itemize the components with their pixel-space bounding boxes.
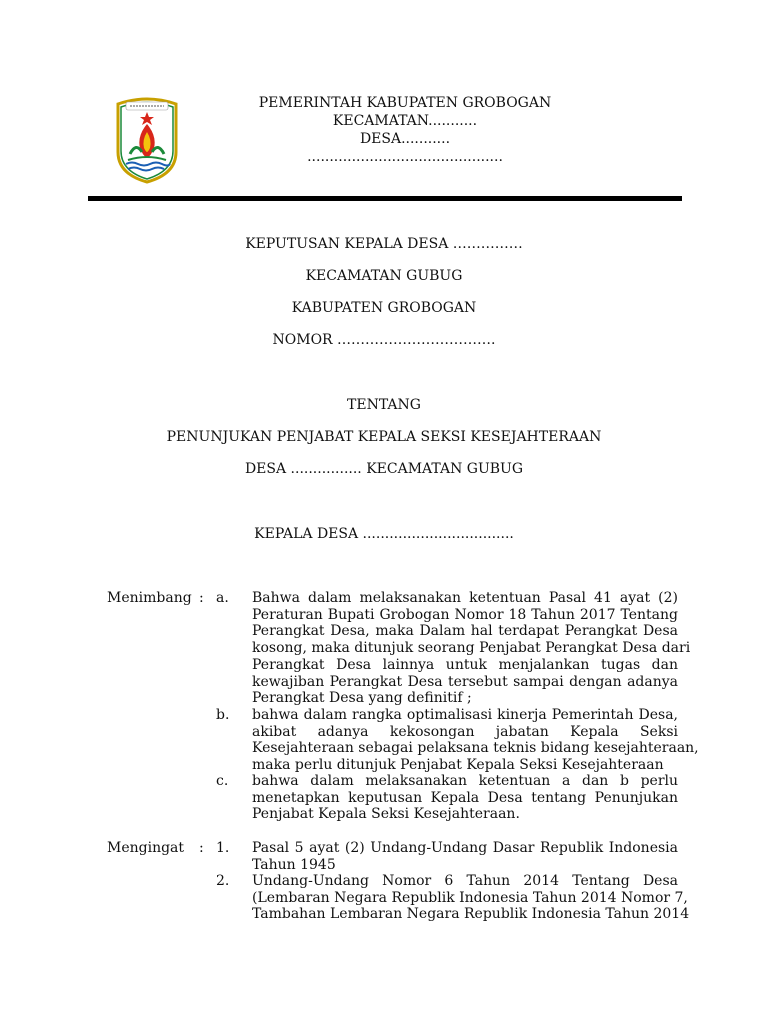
letterhead-address: ............................................ (307, 149, 503, 165)
text-line: Tambahan Lembaran Negara Republik Indonesia Tahun 2014 (252, 906, 690, 923)
decree-subject-desa: DESA ................ KECAMATAN GUBUG (244, 461, 524, 477)
text-line: Kesejahteraan sebagai pelaksana teknis bidang kesejahteraan, (252, 740, 699, 757)
text-line: kewajiban Perangkat Desa tersebut sampai dengan adanya (252, 673, 678, 690)
text-line: Pasal 5 ayat (2) Undang-Undang Dasar Republik Indonesia (252, 840, 678, 856)
letterhead-divider (88, 196, 682, 201)
decree-number: NOMOR ……………………………. (272, 332, 496, 348)
text-line: Tahun 1945 (252, 856, 336, 873)
menimbang-item-a (252, 590, 691, 707)
text-line: Undang-Undang Nomor 6 Tahun 2014 Tentang Desa (252, 873, 678, 889)
text-line: Perangkat Desa, maka Dalam hal terdapat Perangkat Desa (252, 623, 678, 640)
letterhead-desa: DESA........... (359, 131, 451, 147)
menimbang-item-c (252, 773, 678, 823)
tentang-heading: TENTANG (347, 397, 421, 413)
text-line: kosong, maka ditunjuk seorang Penjabat Perangkat Desa dari (252, 640, 691, 657)
grobogan-emblem-logo (112, 94, 182, 184)
text-line: Perangkat Desa yang definitif ; (252, 690, 472, 707)
decree-title: KEPUTUSAN KEPALA DESA …………… (245, 236, 523, 252)
menimbang-colon: : (199, 590, 204, 606)
letterhead-government: PEMERINTAH KABUPATEN GROBOGAN (258, 95, 552, 111)
menimbang-label: Menimbang (107, 590, 192, 606)
decree-subject: PENUNJUKAN PENJABAT KEPALA SEKSI KESEJAHTERAAN (166, 429, 602, 445)
mengingat-marker-2: 2. (216, 873, 230, 889)
decree-kabupaten: KABUPATEN GROBOGAN (291, 300, 477, 316)
mengingat-colon: : (199, 840, 204, 856)
menimbang-marker-c: c. (216, 773, 229, 789)
text-line: akibat adanya kekosongan jabatan Kepala Seksi (252, 723, 678, 740)
mengingat-item-2 (252, 873, 690, 923)
mengingat-item-1 (252, 840, 678, 873)
text-line: bahwa dalam melaksanakan ketentuan a dan b perlu (252, 773, 678, 789)
mengingat-label: Mengingat (107, 840, 185, 856)
letterhead-kecamatan: KECAMATAN........... (332, 113, 478, 129)
text-line: Bahwa dalam melaksanakan ketentuan Pasal 41 ayat (2) (252, 590, 678, 606)
text-line: (Lembaran Negara Republik Indonesia Tahun 2014 Nomor 7, (252, 889, 688, 906)
menimbang-marker-b: b. (216, 707, 230, 723)
letterhead (200, 94, 610, 166)
decree-kecamatan: KECAMATAN GUBUG (305, 268, 463, 284)
text-line: maka perlu ditunjuk Penjabat Kepala Seksi Kesejahteraan (252, 757, 664, 774)
mengingat-marker-1: 1. (216, 840, 230, 856)
menimbang-marker-a: a. (216, 590, 229, 606)
text-line: Penjabat Kepala Seksi Kesejahteraan. (252, 806, 520, 823)
text-line: menetapkan keputusan Kepala Desa tentang Penunjukan (252, 789, 678, 806)
text-line: Perangkat Desa lainnya untuk menjalankan tugas dan (252, 656, 678, 673)
kepala-desa-heading: KEPALA DESA .................................. (254, 526, 514, 542)
text-line: Peraturan Bupati Grobogan Nomor 18 Tahun 2017 Tentang (252, 606, 678, 623)
text-line: bahwa dalam rangka optimalisasi kinerja Pemerintah Desa, (252, 707, 678, 723)
menimbang-item-b (252, 707, 699, 774)
